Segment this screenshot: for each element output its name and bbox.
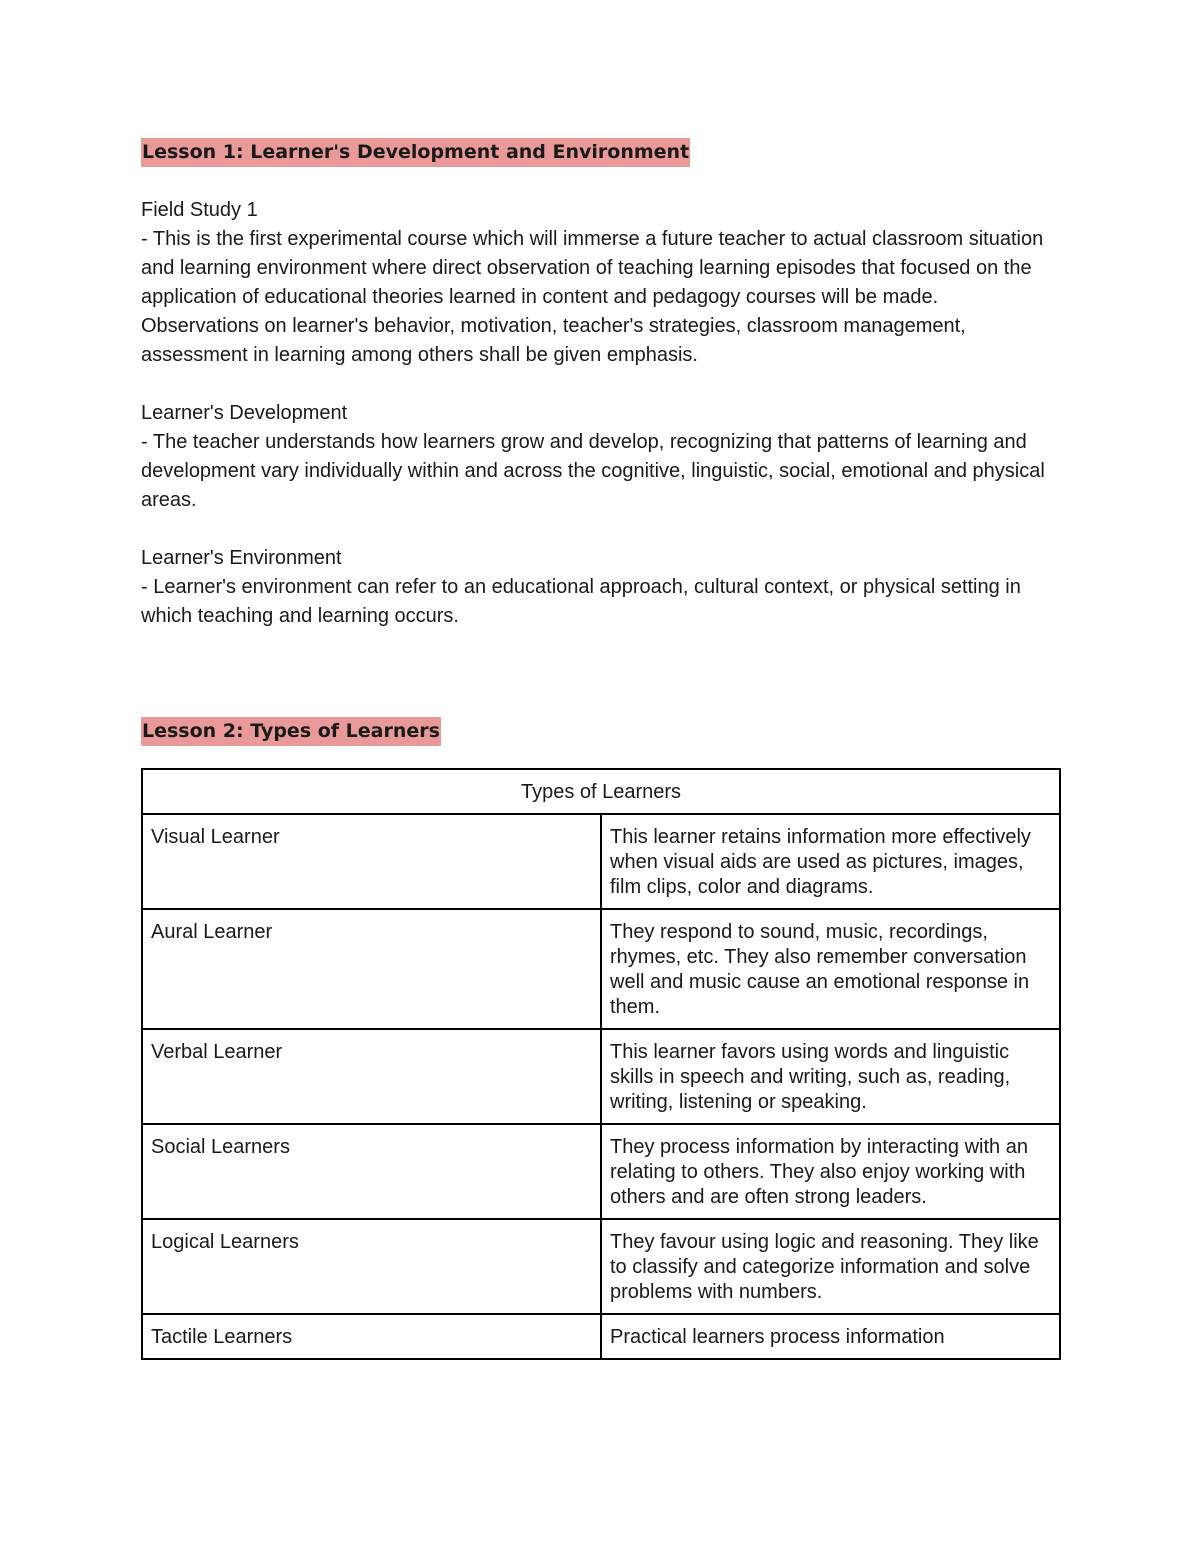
learner-type-cell: Social Learners <box>142 1124 601 1219</box>
learner-type-cell: Tactile Learners <box>142 1314 601 1359</box>
table-row <box>142 909 1060 1029</box>
table-caption: Types of Learners <box>142 769 1060 814</box>
spacer <box>141 167 1061 196</box>
table-caption-row <box>142 769 1060 814</box>
learner-description-cell: This learner retains information more effectively when visual aids are used as pictures, images, film clips, color and diagrams. <box>601 814 1060 909</box>
lesson-1-heading: Lesson 1: Learner's Development and Environment <box>141 138 690 167</box>
table-row <box>142 1219 1060 1314</box>
table-row <box>142 1029 1060 1124</box>
learner-type-cell: Logical Learners <box>142 1219 601 1314</box>
document-page <box>141 138 1061 1348</box>
environment-title: Learner's Environment <box>141 547 342 569</box>
field-study-body: - This is the first experimental course which will immerse a future teacher to actual classroom situation and learning environment where direct observation of teaching learning episodes that focused on the application of educational theories learned in content and pedagogy courses will be made. Observations on learner's behavior, motivation, teacher's strategies, classroom management, assessment in learning among others shall be given emphasis. <box>141 228 1044 366</box>
development-title: Learner's Development <box>141 402 348 424</box>
learner-description-cell: Practical learners process information <box>601 1314 1060 1359</box>
learner-description-cell: They respond to sound, music, recordings, rhymes, etc. They also remember conversation well and music cause an emotional response in them. <box>601 909 1060 1029</box>
spacer <box>141 631 1061 717</box>
development-body: - The teacher understands how learners grow and develop, recognizing that patterns of learning and development vary individually within and across the cognitive, linguistic, social, emotional and physical areas. <box>141 431 1045 511</box>
learner-type-cell: Verbal Learner <box>142 1029 601 1124</box>
table-row <box>142 1124 1060 1219</box>
lesson-2-heading: Lesson 2: Types of Learners <box>141 717 441 746</box>
field-study-title: Field Study 1 <box>141 199 258 221</box>
learner-description-cell: They favour using logic and reasoning. They like to classify and categorize information and solve problems with numbers. <box>601 1219 1060 1314</box>
learner-type-cell: Aural Learner <box>142 909 601 1029</box>
table-row <box>142 1314 1060 1359</box>
learner-description-cell: They process information by interacting with an relating to others. They also enjoy working with others and are often strong leaders. <box>601 1124 1060 1219</box>
types-of-learners-table <box>141 768 1061 1360</box>
spacer <box>141 370 1061 399</box>
table-row <box>142 814 1060 909</box>
spacer <box>141 515 1061 544</box>
environment-body: - Learner's environment can refer to an educational approach, cultural context, or physical setting in which teaching and learning occurs. <box>141 576 1021 627</box>
learner-description-cell: This learner favors using words and linguistic skills in speech and writing, such as, reading, writing, listening or speaking. <box>601 1029 1060 1124</box>
learner-type-cell: Visual Learner <box>142 814 601 909</box>
